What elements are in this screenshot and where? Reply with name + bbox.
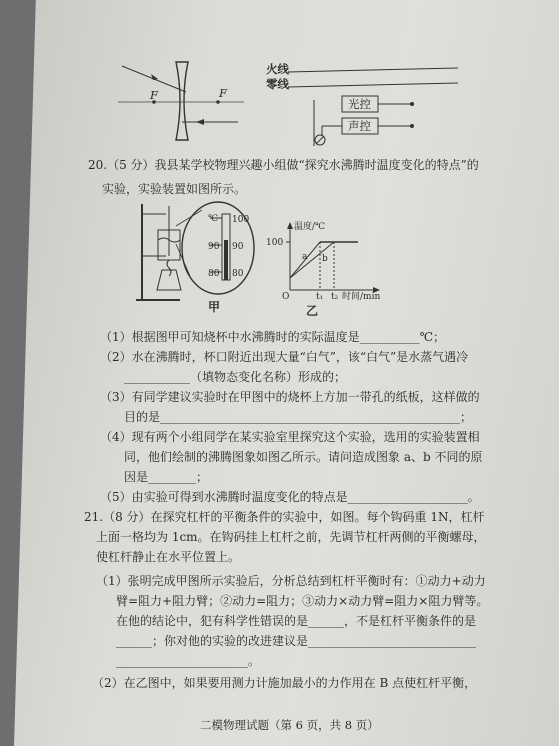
q21-line-1: 21.（8 分）在探究杠杆的平衡条件的实验中，如图。每个钩码重 1N，杠杆	[84, 510, 485, 524]
q21-line-9: （2）在乙图中，如果要用测力计施加最小的力作用在 B 点使杠杆平衡，	[92, 676, 477, 690]
sound-switch-label: 声控	[348, 119, 371, 133]
q21-line-5: 臂=阻力+阻力臂；②动力=阻力；③动力×动力臂=阻力×阻力臂等。	[116, 594, 489, 608]
q20-item-1: （1）根据图甲可知烧杯中水沸腾时的实际温度是__________℃；	[100, 330, 446, 344]
focal-label-right: F	[219, 86, 227, 100]
q20-item-2b: ___________（填物态变化名称）形成的；	[124, 370, 347, 384]
page-footer: 二模物理试题（第 6 页，共 8 页）	[200, 718, 379, 732]
thermo-tick-80: 80	[232, 269, 244, 279]
focal-label-left: F	[150, 88, 158, 102]
lens-figure	[118, 58, 248, 148]
fire-wire-label: 火线	[266, 62, 289, 76]
q20-item-2: （2）水在沸腾时，杯口附近出现大量“白气”，该“白气”是水蒸气遇冷	[100, 350, 469, 364]
q21-line-8: ______________________。	[116, 654, 261, 668]
q20-item-3: （3）有同学建议实验时在甲图中的烧杯上方加一带孔的纸板，这样做的	[100, 390, 480, 404]
q21-line-4: （1）张明完成甲图所示实验后，分析总结到杠杆平衡时有：①动力+动力	[96, 574, 486, 588]
circuit-figure	[262, 60, 462, 152]
thermo-tick-90: 90	[232, 242, 244, 252]
graph-t1: t₁	[316, 292, 324, 302]
q21-line-3: 使杠杆静止在水平位置上。	[96, 550, 241, 564]
q20-item-4c: 因是________；	[124, 470, 209, 484]
q20-item-4b: 同，他们绘制的沸腾图象如图乙所示。请问造成图象 a、b 不同的原	[124, 450, 483, 464]
graph-y100: 100	[266, 238, 284, 248]
graph-line-b: b	[322, 254, 328, 264]
graph-xlabel: 时间/min	[342, 292, 381, 302]
q21-line-6: 在他的结论中，犯有科学性错误的是______，不是杠杆平衡条件的是	[116, 614, 477, 628]
q21-line-2: 上面一格均为 1cm。在钩码挂上杠杆之前，先调节杠杆两侧的平衡螺母，	[96, 530, 486, 544]
graph-t2: t₂	[331, 292, 339, 302]
thermo-tick-90-left: 90	[208, 242, 220, 252]
figure-jia-label: 甲	[208, 300, 221, 314]
figure-jia	[136, 200, 258, 316]
q20-title-2: 实验，实验装置如图所示。	[102, 182, 247, 196]
q20-item-5: （5）由实验可得到水沸腾时温度变化的特点是____________________。	[100, 490, 480, 504]
thermo-tick-80-left: 80	[208, 269, 220, 279]
thermo-tick-100: 100	[232, 215, 250, 225]
q20-item-4: （4）现有两个小组同学在某实验室里探究这个实验，选用的实验装置相	[100, 430, 480, 444]
figure-yi	[266, 218, 386, 318]
q21-line-7: ______；你对他的实验的改进建议是____________________________	[116, 634, 477, 648]
light-switch-label: 光控	[348, 97, 371, 111]
graph-ylabel: 温度/℃	[294, 222, 326, 232]
q20-title: 20.（5 分）我县某学校物理兴趣小组做“探究水沸腾时温度变化的特点”的	[88, 158, 479, 172]
graph-line-a: a	[302, 252, 308, 262]
figure-yi-label: 乙	[306, 304, 319, 318]
q20-item-3b: 目的是__________________________________________________；	[124, 410, 473, 424]
graph-origin: O	[282, 292, 290, 302]
thermo-unit: ℃	[208, 214, 219, 224]
zero-wire-label: 零线	[266, 77, 289, 91]
